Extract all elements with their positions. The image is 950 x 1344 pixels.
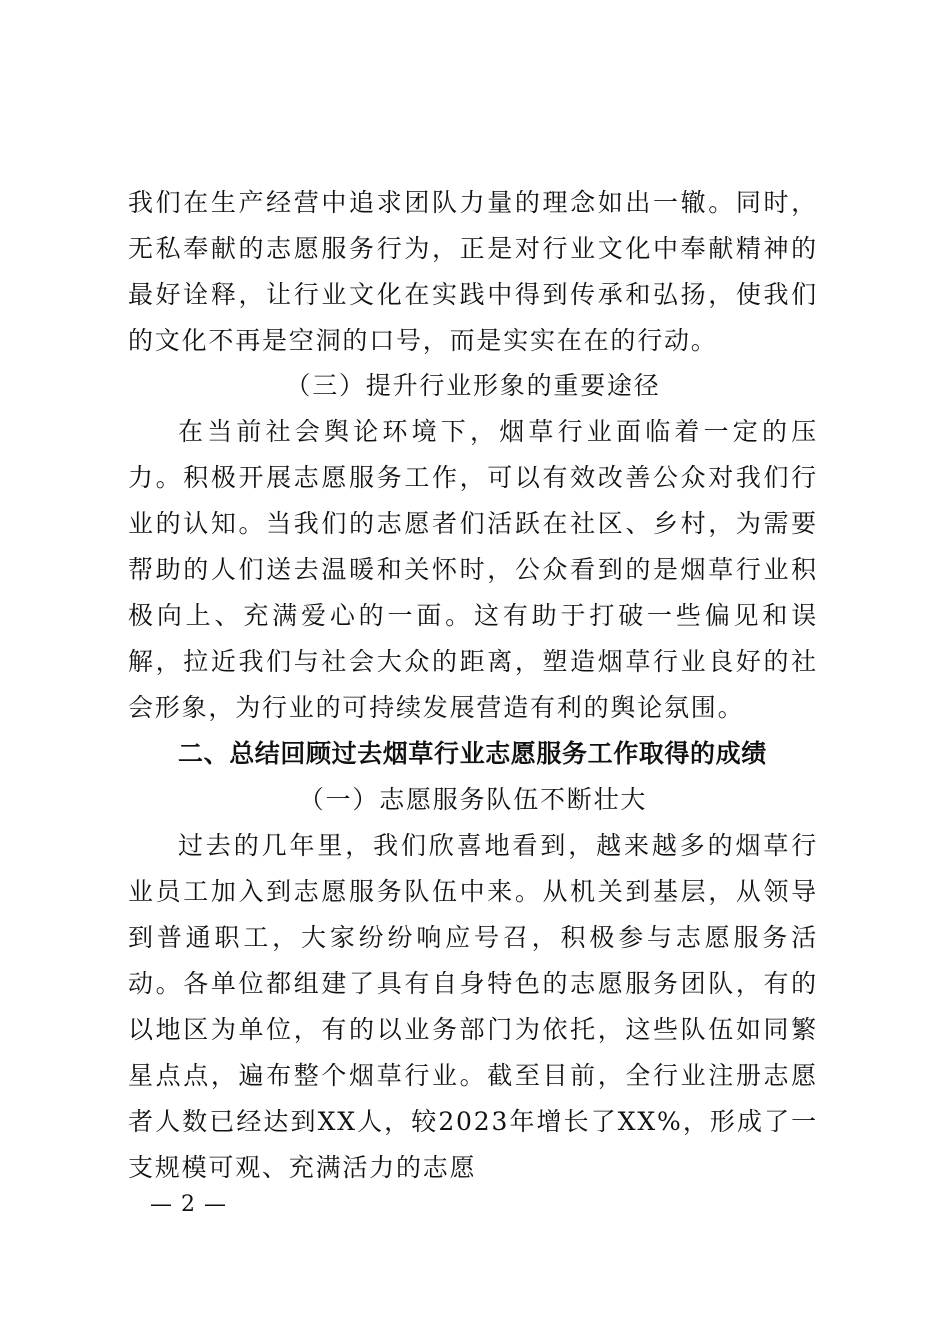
paragraph-3-block: [128, 409, 818, 731]
paragraph-1: 过去的几年里，我们欣喜地看到，越来越多的烟草行业员工加入到志愿服务队伍中来。从机关到基层，从领导到普通职工，大家纷纷响应号召，积极参与志愿服务活动。各单位都组建了具有自身特色的志愿服务团队，有的以地区为单位，有的以业务部门为依托，这些队伍如同繁星点点，遍布整个烟草行业。截至目前，全行业注册志愿者人数已经达到XX人，较2023年增长了XX%，形成了一支规模可观、充满活力的志愿: [128, 831, 818, 1182]
continuation-paragraph: 我们在生产经营中追求团队力量的理念如出一辙。同时，无私奉献的志愿服务行为，正是对行业文化中奉献精神的最好诠释，让行业文化在实践中得到传承和弘扬，使我们的文化不再是空洞的口号，而是实实在在的行动。: [128, 188, 818, 355]
paragraph-3: 在当前社会舆论环境下，烟草行业面临着一定的压力。积极开展志愿服务工作，可以有效改善公众对我们行业的认知。当我们的志愿者们活跃在社区、乡村，为需要帮助的人们送去温暖和关怀时，公众看到的是烟草行业积极向上、充满爱心的一面。这有助于打破一些偏见和误解，拉近我们与社会大众的距离，塑造烟草行业良好的社会形象，为行业的可持续发展营造有利的舆论氛围。: [128, 417, 818, 722]
section-heading-2-block: [128, 731, 818, 777]
subheading-3-block: [128, 363, 818, 409]
subheading-3: （三）提升行业形象的重要途径: [285, 371, 661, 400]
section-heading-2: 二、总结回顾过去烟草行业志愿服务工作取得的成绩: [178, 739, 767, 768]
continuation-block: [128, 180, 818, 364]
subheading-1: （一）志愿服务队伍不断壮大: [298, 785, 648, 814]
subheading-1-block: [128, 777, 818, 823]
paragraph-1-block: [128, 823, 818, 1191]
page-number: — 2 —: [150, 1192, 227, 1217]
